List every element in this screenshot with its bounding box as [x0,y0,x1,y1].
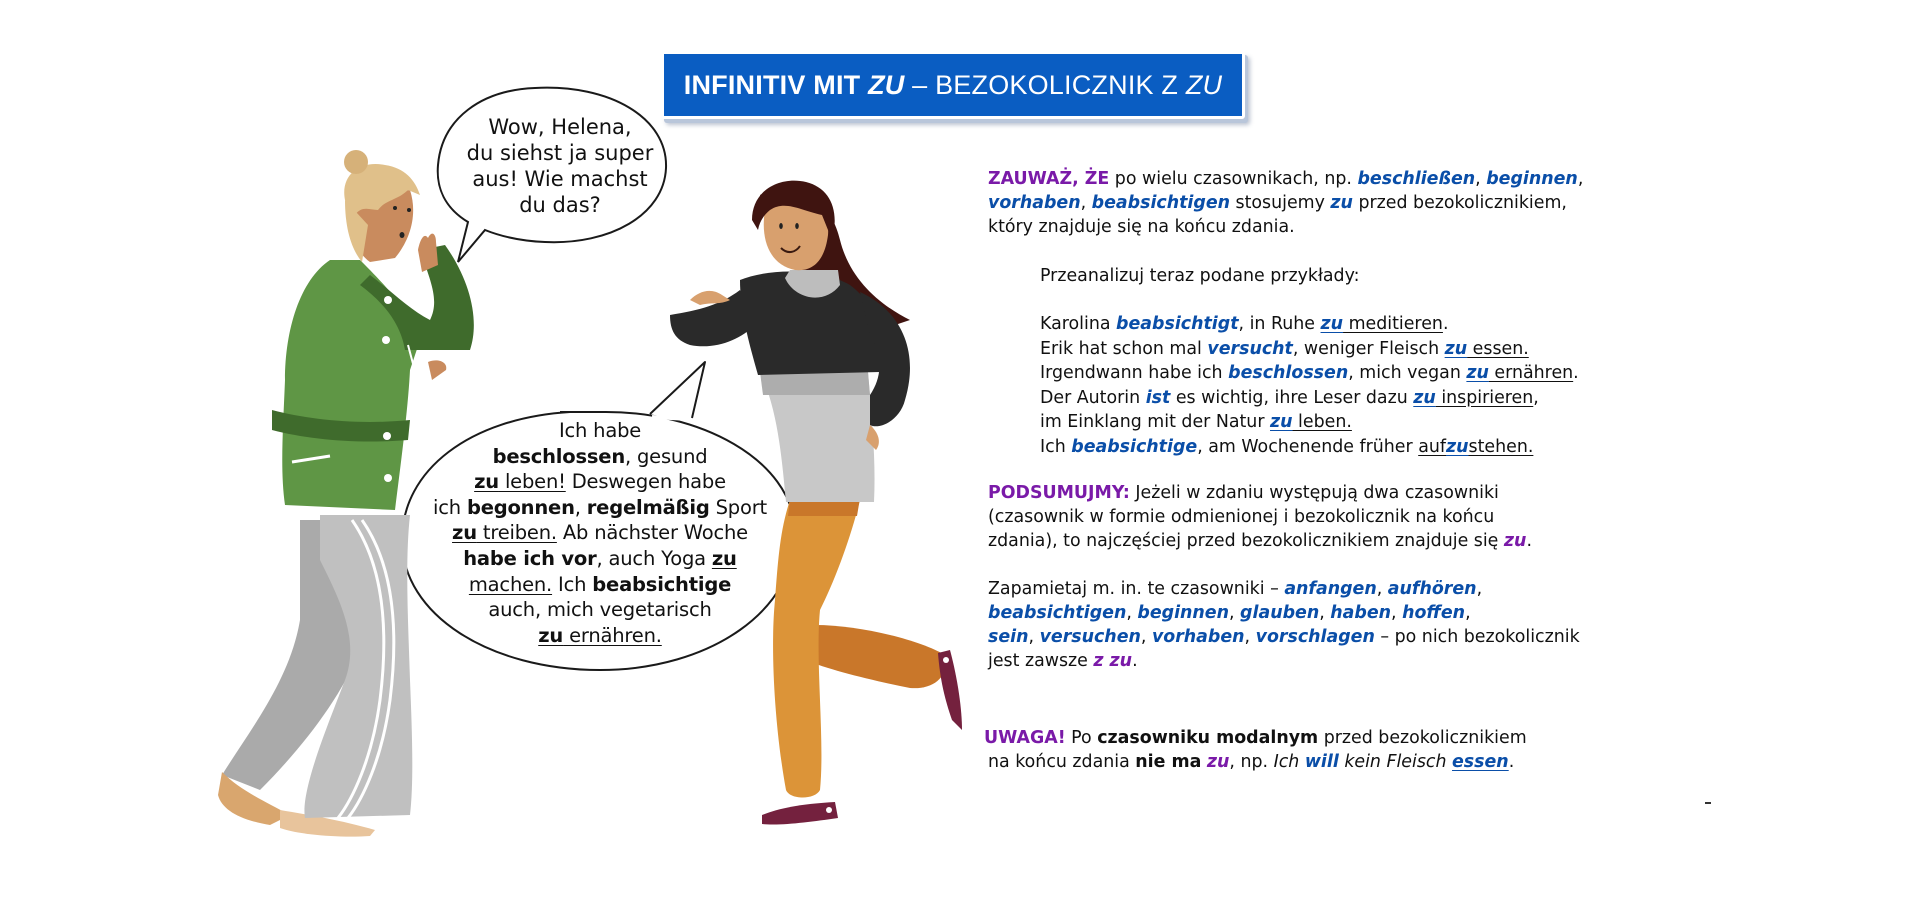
text: , [1376,579,1388,599]
text: – po nich bezokolicznik [1374,627,1580,647]
summary-paragraph [988,481,1532,553]
text: przed bezokolicznikiem, [1352,193,1567,213]
text: , [1228,603,1241,623]
text: , [1140,627,1152,647]
title-zu-bold: ZU [868,69,905,100]
infinitive: stehen. [1468,436,1534,457]
text: , [574,495,587,519]
examples-list [1040,312,1579,459]
infinitive: treiben. [476,521,557,545]
text: , [1244,627,1256,647]
text: im Einklang mit der Natur [1040,412,1271,432]
text: , gesund [625,444,708,468]
bubble-1-line: Wow, Helena, [488,115,632,139]
text: , mich vegan [1348,363,1467,383]
text: , [1028,627,1040,647]
verb: beschlossen [1228,363,1349,383]
verb: beabsichtigen [988,603,1127,623]
bubble-2-line [420,546,780,572]
text: , [1475,169,1487,189]
example-text: kein Fleisch [1338,752,1453,772]
text: . [1442,314,1449,334]
text: . [1508,752,1515,772]
text: Karolina [1040,314,1117,334]
verb: anfangen [1284,579,1377,599]
verb: haben [1330,603,1392,623]
verb: beabsichtigt [1116,314,1239,334]
verb: versucht [1207,338,1293,359]
remember-line: Zapamietaj m. in. te czasowniki – anfangen, aufhören, [988,579,1483,599]
text: . [1526,531,1532,551]
remember-paragraph [988,577,1580,673]
text: Der Autorin [1040,387,1146,408]
bubble-2-line [420,469,780,495]
text: (czasownik w formie odmienionej i bezokolicznik na końcu [988,507,1495,527]
title-bold: INFINITIV MIT [683,69,869,100]
zu-particle: zu [1330,193,1353,213]
infinitive: ernähren. [563,623,662,647]
infinitive: ernähren [1488,363,1574,383]
text: Po [1065,728,1098,748]
examples-intro [1040,264,1359,289]
warning-paragraph [984,726,1527,774]
zu-particle: zu [1413,387,1436,408]
verb: glauben [1240,603,1320,623]
text: Jeżeli w zdaniu występują dwa czasowniki [1129,483,1499,503]
verb: sein [988,627,1029,647]
speech-bubble-2-text [420,418,780,648]
bold-text: czasowniku modalnym [1097,728,1319,748]
bold-verb: beabsichtige [592,572,732,596]
verb: beginnen [1486,169,1578,189]
bubble-2-line [420,444,780,470]
verb: beschließen [1357,169,1476,189]
warning-label: UWAGA! [984,728,1066,748]
zu-particle: zu [1206,752,1230,772]
text: Deswegen habe [565,470,726,494]
summary-label: PODSUMUJMY: [988,483,1130,503]
summary-line [988,505,1532,529]
stray-mark [1705,802,1711,804]
text: auch, mich vegetarisch [488,598,712,622]
text: es wichtig, ihre Leser dazu [1170,387,1414,408]
text: Zapamietaj m. in. te czasowniki – [988,579,1285,599]
zu-particle: zu [1466,363,1489,383]
verb: aufhören [1387,579,1477,599]
zu-particle: zu [711,546,737,570]
infinitive: essen. [1467,338,1529,359]
infinitive: leben. [1292,412,1352,432]
text: na końcu zdania [988,752,1136,772]
zu-particle: zu [1446,436,1469,457]
remember-line [988,649,1580,673]
zu-particle: zu [538,623,564,647]
modal-verb: will [1304,752,1339,772]
verb: versuchen [1039,627,1141,647]
example-item [1040,435,1579,460]
verb: vorhaben [988,193,1081,213]
verb: hoffen [1402,603,1466,623]
example-item [1040,312,1579,337]
text: ich [433,495,467,519]
text: , [1319,603,1331,623]
text: po wielu czasownikach, np. [1109,169,1358,189]
example-item [1040,361,1579,386]
bold-word: regelmäßig [586,495,710,519]
warning-line [984,726,1527,750]
notice-label: ZAUWAŻ, ŻE [988,169,1110,189]
bubble-2-line [420,597,780,623]
text: , weniger Fleisch [1292,338,1445,359]
text: stosujemy [1230,193,1331,213]
infinitive: inspirieren [1435,387,1534,408]
text: , [1080,193,1092,213]
zu-particle: zu [452,521,477,545]
infinitive: leben! [498,470,566,494]
text: Ich [552,572,593,596]
text: przed bezokolicznikiem [1318,728,1527,748]
verb: vorschlagen [1255,627,1375,647]
text: Ich habe [558,419,642,442]
text: który znajduje się na końcu zdania. [988,217,1295,237]
example-item [1040,386,1579,411]
bubble-2-line [420,520,780,546]
text: Erik hat schon mal [1040,338,1208,359]
example-item [1040,410,1579,435]
text: , [1533,387,1539,408]
zu-particle: zu [1270,412,1293,432]
bubble-2-line [420,418,780,444]
text: . [1132,651,1138,671]
bubble-1-line: du das? [519,193,601,217]
text: , [1126,603,1138,623]
text: , am Wochenende früher [1197,436,1419,457]
bold-text: nie ma [1135,752,1202,772]
summary-line [988,481,1532,505]
text: , in Ruhe [1238,314,1321,334]
text: . [1573,363,1579,383]
text: , auch Yoga [596,546,712,570]
verb: beginnen [1137,603,1229,623]
bubble-2-line [420,495,780,521]
remember-line: beabsichtigen, beginnen, glauben, haben, hoffen, [988,603,1471,623]
example-item [1040,337,1579,362]
infinitive: meditieren [1343,314,1443,334]
bubble-2-line [420,623,780,649]
verb: beabsichtigen [1091,193,1230,213]
text: , np. [1229,752,1274,772]
speech-bubble-1-text [450,114,670,218]
text: , [1391,603,1403,623]
title-polish: – BEZOKOLICZNIK Z [904,69,1186,100]
infinitive: machen. [468,572,553,596]
zu-particle: zu [474,470,499,494]
verb: beabsichtige [1071,436,1198,457]
text: zdania), to najczęściej przed bezokolicznikiem znajduje się [988,531,1504,551]
verb: ist [1145,387,1171,408]
bubble-1-line: du siehst ja super [466,141,654,165]
notice-line [988,167,1583,191]
bold-verb: beschlossen [492,444,625,468]
zu-particle: zu [1444,338,1468,359]
z-zu-highlight: z zu [1093,651,1133,671]
prefix: auf [1418,436,1446,457]
bold-verb: begonnen [466,495,575,519]
notice-line [988,191,1583,215]
warning-line [984,750,1527,774]
examples-intro-text: Przeanalizuj teraz podane przykłady: [1040,266,1360,286]
bold-verb: habe ich vor [463,546,597,570]
title-zu: ZU [1185,69,1223,100]
bubble-1-line: aus! Wie machst [472,167,648,191]
infinitive: essen [1452,752,1509,772]
text: , [1577,169,1584,189]
notice-paragraph [988,167,1583,239]
zu-particle: zu [1320,314,1344,334]
text: Ab nächster Woche [556,521,748,545]
text: jest zawsze [988,651,1094,671]
text: Sport [709,495,767,519]
notice-line [988,215,1583,239]
verb: vorhaben [1151,627,1245,647]
zu-particle: zu [1503,531,1527,551]
remember-line [988,625,1580,649]
example-text: Ich [1273,752,1305,772]
bubble-2-line [420,572,780,598]
summary-line [988,529,1532,553]
text: Irgendwann habe ich [1040,363,1229,383]
text: Ich [1040,436,1072,457]
